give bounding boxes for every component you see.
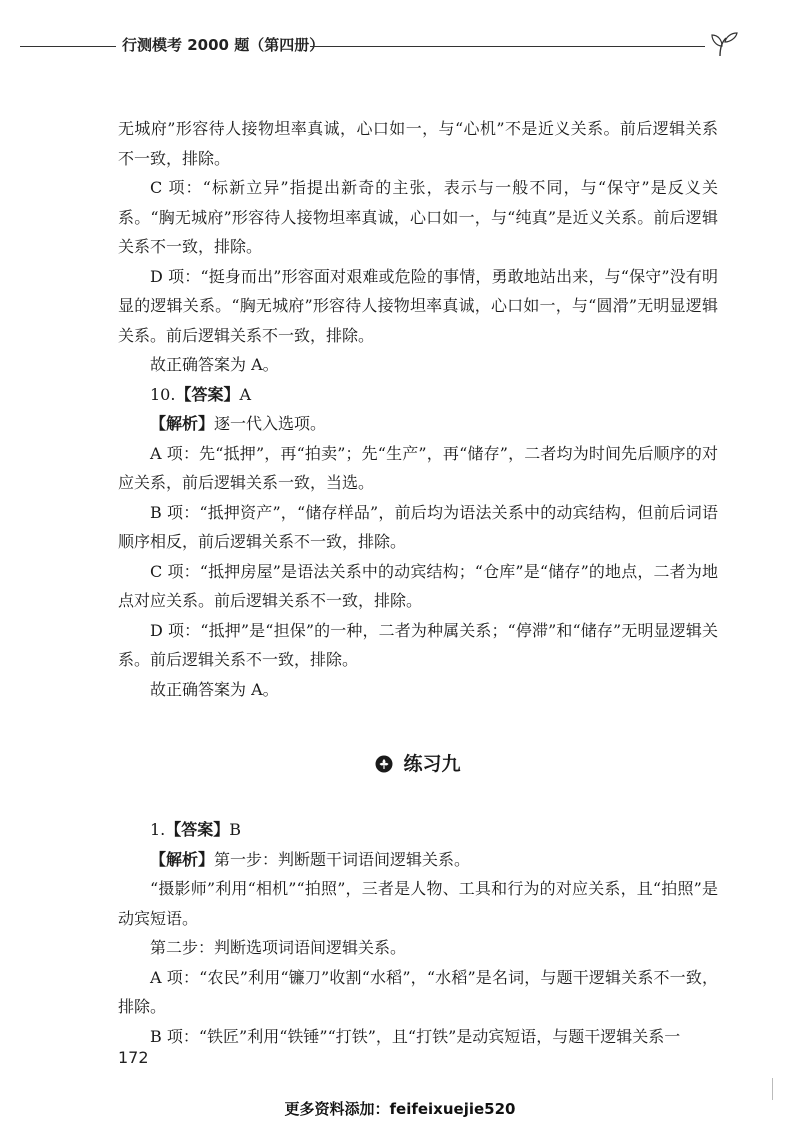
q10-option-c: C 项：“抵押房屋”是语法关系中的动宾结构；“仓库”是“储存”的地点，二者为地点对应关系。前后逻辑关系不一致，排除。 xyxy=(118,561,718,610)
flower-icon xyxy=(375,755,393,773)
scan-mark xyxy=(772,1078,773,1100)
page-content xyxy=(118,114,718,1051)
running-header xyxy=(20,30,760,60)
page-number: 172 xyxy=(118,1048,149,1067)
q1-number: 1. xyxy=(150,820,166,839)
section-title: 练习九 xyxy=(403,753,461,775)
q1-analysis-label: 【解析】 xyxy=(150,849,215,869)
paragraph-conclusion: 故正确答案为 A。 xyxy=(150,355,279,374)
q10-analysis-label: 【解析】 xyxy=(150,414,215,433)
paragraph-option-d: D 项：“挺身而出”形容面对艰难或危险的事情，勇敢地站出来，与“保守”没有明显的逻辑关系。“胸无城府”形容待人接物坦率真诚，心口如一，与“圆滑”无明显逻辑关系。前后逻辑关系不一致，排除。 xyxy=(118,266,718,345)
q10-option-d: D 项：“抵押”是“担保”的一种，二者为种属关系；“停滞”和“储存”无明显逻辑关系。前后逻辑关系不一致，排除。 xyxy=(118,620,718,669)
q1-answer-value: B xyxy=(229,820,242,839)
q10-answer-label: 【答案】 xyxy=(175,384,240,404)
q10-conclusion: 故正确答案为 A。 xyxy=(150,679,279,699)
q1-analysis-line xyxy=(118,845,718,875)
q1-answer-label: 【答案】 xyxy=(165,820,230,839)
header-rule-right xyxy=(310,46,705,47)
q1-option-b: B 项：“铁匠”利用“铁锤”“打铁”，且“打铁”是动宾短语，与题干逻辑关系一 xyxy=(150,1026,681,1046)
q1-analysis-intro: 第一步：判断题干词语间逻辑关系。 xyxy=(214,849,471,869)
sprout-icon xyxy=(706,30,742,60)
footer-note: 更多资料添加：feifeixuejie520 xyxy=(284,1100,516,1118)
q1-stem-relation: “摄影师”利用“相机”“拍照”，三者是人物、工具和行为的对应关系，且“拍照”是动宾短语。 xyxy=(118,879,718,928)
q10-option-b: B 项：“抵押资产”，“储存样品”，前后均为语法关系中的动宾结构，但前后词语顺序相反，前后逻辑关系不一致，排除。 xyxy=(118,502,718,551)
section-heading xyxy=(118,751,718,777)
q10-analysis-intro: 逐一代入选项。 xyxy=(214,414,327,433)
q1-step-two: 第二步：判断选项词语间逻辑关系。 xyxy=(150,938,407,957)
header-title: 行测模考 2000 题（第四册） xyxy=(122,36,325,54)
q10-answer-line xyxy=(118,380,718,410)
paragraph-continuation: 无城府”形容待人接物坦率真诚，心口如一，与“心机”不是近义关系。前后逻辑关系不一致，排除。 xyxy=(118,119,718,168)
q10-answer-value: A xyxy=(239,384,252,404)
header-rule-left xyxy=(20,46,116,47)
q1-option-a: A 项：“农民”利用“镰刀”收割“水稻”，“水稻”是名词，与题干逻辑关系不一致，排除。 xyxy=(118,967,718,1016)
q10-option-a: A 项：先“抵押”，再“拍卖”；先“生产”，再“储存”，二者均为时间先后顺序的对应关系，前后逻辑关系一致，当选。 xyxy=(118,443,718,492)
q1-answer-line xyxy=(118,815,718,845)
paragraph-option-c: C 项：“标新立异”指提出新奇的主张，表示与一般不同，与“保守”是反义关系。“胸无城府”形容待人接物坦率真诚，心口如一，与“纯真”是近义关系。前后逻辑关系不一致，排除。 xyxy=(118,178,718,256)
q10-number: 10. xyxy=(150,384,176,404)
q10-analysis-line xyxy=(118,409,718,439)
